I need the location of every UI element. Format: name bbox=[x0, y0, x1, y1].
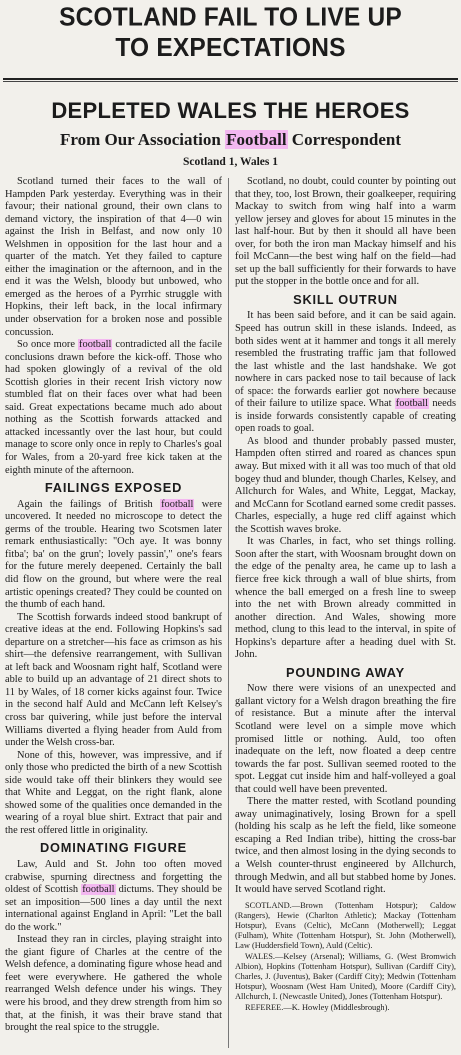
highlighted-term: football bbox=[161, 498, 194, 510]
paragraph: There the matter rested, with Scotland pounding away unimaginatively, losing Brown for a spell (holding his scalp as he left the field, like someone escaping a Red Indian tribe), hitting the cross-bar twice, and then almost losing in the dying seconds to a Welsh counter-thrust engineered by Allchurch, through Medwin, and all but stabbed home by Jones. It would have served Scotland right. bbox=[235, 796, 456, 896]
paragraph: It has been said before, and it can be said again. Speed has outrun skill in these islands. Indeed, as both sides went at it hammer and tongs it all merely resembled the frustrating traffic jam that followed the last whistle and the last handshake. We got nowhere in cars packed nose to tail because of lack of space: the forwards earlier got nowhere because of their failure to utilize space. What football needs is inside forwards consistently capable of creating open roads to goal. bbox=[235, 310, 456, 435]
section-heading: SKILL OUTRUN bbox=[293, 291, 398, 307]
section-heading: FAILINGS EXPOSED bbox=[44, 480, 183, 496]
paragraph: As blood and thunder probably passed muster, Hampden often stirred and roared as chances spun away. But mixed with it all was too much of that old bogey thud and blunder, though Charles, Kelsey, and Allchurch for Wales, and White, Leggat, Mackay, and McCann for Scotland earned some credit passes. Charles, especially, a huge red cliff against which the Scottish waves broke. bbox=[235, 435, 456, 535]
headline-line-2: TO EXPECTATIONS bbox=[115, 34, 346, 63]
section-heading: POUNDING AWAY bbox=[286, 664, 405, 680]
referee-line: REFEREE.—K. Howley (Middlesbrough). bbox=[245, 1002, 390, 1012]
scotland-lineup: SCOTLAND.—Brown (Tottenham Hotspur); Caldow (Rangers), Hewie (Charlton Athletic); Mackay (Tottenham Hotspur), Evans (Celtic), McCann (Motherwell); Leggat (Fulham), White (Tottenham Hotspur), St. John (Motherwell), Law (Huddersfield Town), Auld (Celtic). bbox=[235, 900, 456, 951]
paragraph: It was Charles, in fact, who set things rolling. Soon after the start, with Woosnam brought down on the edge of the penalty area, he came up to lash a fierce free kick through a wall of blue shirts, from whence the ball emerged on a fresh line to sweep into the net with Brown already committed in another direction. And Wales, showing more method, clung to this lead to the interval, in spite of Hopkins's departure after a heading duel with St. John. bbox=[235, 536, 456, 661]
rule bbox=[3, 78, 458, 80]
highlighted-term: football bbox=[79, 339, 112, 351]
section-heading: DOMINATING FIGURE bbox=[39, 840, 187, 856]
paragraph: The Scottish forwards indeed stood bankrupt of creative ideas at the end. Following Hopkins's sad departure on a stretcher—his face as crimson as his shirt—the defensive rearrangement, with Sullivan at left back and Woosnam right half, Scotland were able to build up an advantage of 21 direct shots to 11 by Wales, of 18 corner kicks against four. Twice in the second half Auld and McCann left Kelsey's cross bar quivering, while just before the interval Williams diverted a flying header from Auld from under the Welsh cross-bar. bbox=[5, 611, 222, 749]
highlighted-term: football bbox=[395, 398, 429, 410]
paragraph: Scotland turned their faces to the wall of Hampden Park yesterday. Everything was in their favour; their national ground, their own clans to demand victory, the inspiration of that 4—0 win against the Irish in Belfast, and now only 10 Welshmen in opposition for the last hour and a quarter of the match. Yet they failed to capture either the imagination or the afternoon, and in the end it was the Welsh, bloody but unbowed, who emerged as the heroes of a Pyrrhic struggle with Hopkins, their left back, in the local infirmary under observation for a broken nose and possible concussion. bbox=[5, 176, 222, 338]
byline-highlight: Football bbox=[226, 130, 287, 149]
highlighted-term: football bbox=[82, 884, 115, 896]
paragraph: Again the failings of British football were uncovered. It needed no microscope to detect the germs of the trouble. Hearing two Scotsmen later remark enthusiastically: "Och aye. It was bonny fitba'; ba' on the grun'; lovely passin'," one's fears for the future merely deepened. Certainly the ball did flow on the ground, but where were the real artistic openings created? They could be counted on the thumb of each hand. bbox=[5, 498, 222, 611]
paragraph: Law, Auld and St. John too often moved crabwise, spurning directness and forgetting the oldest of Scottish football dictums. They should be set an imposition—500 lines a day until the next international against England in April: "Let the ball do the work." bbox=[5, 858, 222, 933]
paragraph: So once more football contradicted all the facile conclusions drawn before the kick-off. Those who had spoken glowingly of a revival of the old Scottish glories in their recent Irish victory now stumbled flat on their faces over what had been said. Great expectations became much ado about nothing as the Scottish forwards attacked and attacked incessantly over the last hour, but could manage to score only once in reply to Charles's goal for Wales, from a 20-yard free kick taken at the eighth minute of the afternoon. bbox=[5, 339, 223, 476]
paragraph: Instead they ran in circles, playing straight into the giant figure of Charles at the centre of the Welsh defence, a dominating figure whose head and feet were everywhere. He gathered the whole rearranged Welsh defence under his wings. They were his brood, and they drew strength from him so that, at the finish, it was their brave stand that brought the real spice to the struggle. bbox=[5, 934, 222, 1034]
wales-lineup: WALES.—Kelsey (Arsenal); Williams, G. (West Bromwich Albion), Hopkins (Tottenham Hotspur), Sullivan (Cardiff City), Charles, J. (Juventus), Baker (Cardiff City); Medwin (Tottenham Hotspur), Woosnam (West Ham United), Moore (Cardiff City), Allchurch, I. (Newcastle United), Jones (Tottenham Hotspur). bbox=[235, 951, 456, 1002]
rule bbox=[3, 81, 458, 82]
paragraph: Scotland, no doubt, could counter by pointing out that they, too, lost Brown, their goalkeeper, requiring Mackay to switch from wing half into a warm yellow jersey and gloves for about 15 minutes in the last half-hour. But by then it should all have been over, for both the iron man Mackay himself and his foil McCann—the best wing half on the field—had set up the ball sufficiently for their forwards to have put the stopper in the bottle once and for all. bbox=[235, 176, 456, 288]
byline-pre: From Our Association bbox=[59, 130, 226, 149]
column-divider bbox=[228, 178, 229, 1048]
byline bbox=[0, 130, 461, 150]
team-lineups bbox=[235, 901, 456, 1013]
headline-line-1: SCOTLAND FAIL TO LIVE UP bbox=[59, 3, 402, 32]
column-right bbox=[235, 176, 456, 1013]
score-line: Scotland 1, Wales 1 bbox=[183, 156, 278, 168]
byline-post: Correspondent bbox=[287, 130, 402, 149]
subhead: DEPLETED WALES THE HEROES bbox=[51, 98, 410, 123]
headline bbox=[0, 3, 461, 64]
column-left bbox=[5, 176, 222, 1035]
paragraph: None of this, however, was impressive, and if only those who predicted the birth of a new Scottish side would take off their blinkers they would see that White and Leggat, on the right flank, alone showed some of the qualities once demanded in the wearing of a royal blue shirt. Extract that pair and the rest offered little in originality. bbox=[5, 749, 222, 836]
paragraph: Now there were visions of an unexpected and gallant victory for a Welsh dragon breathing the fire of resistance. But a minute after the interval Scotland were level on a simple move which promised little or nothing. Auld, too often inadequate on the left, now floated a deep centre towards the far post. Sullivan seemed rooted to the spot. Leggat cut inside him and half-volleyed a goal that could well have been prevented. bbox=[235, 683, 456, 795]
